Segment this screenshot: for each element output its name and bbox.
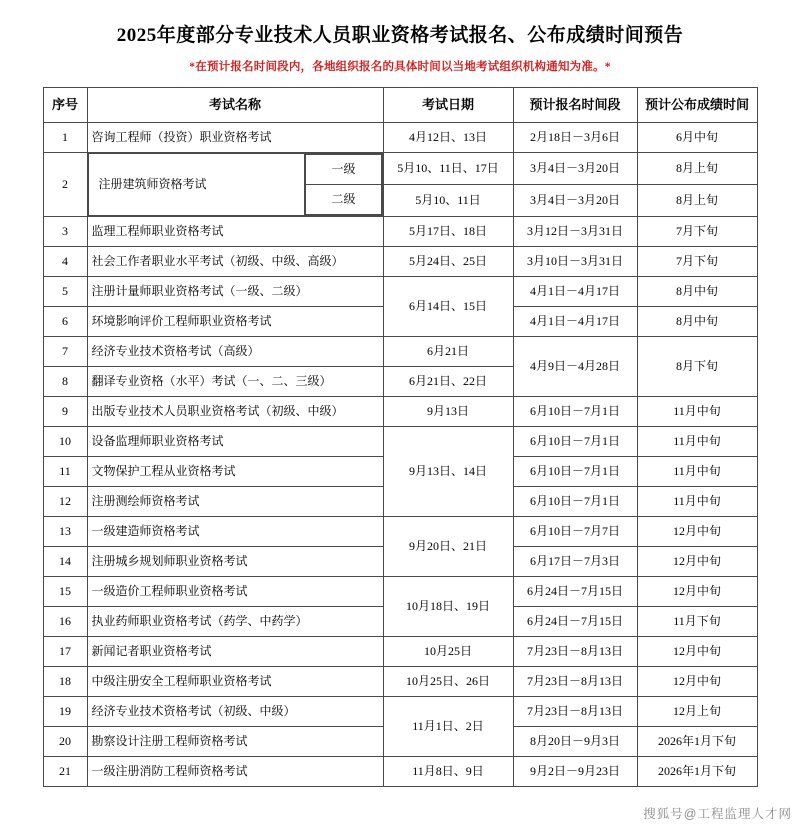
table-row — [43, 697, 757, 727]
cell-date: 10月18日、19日 — [383, 577, 513, 637]
cell-date: 4月12日、13日 — [383, 123, 513, 153]
cell-publish: 12月中旬 — [637, 667, 757, 697]
table-row — [43, 123, 757, 153]
cell-registration: 3月4日－3月20日 — [513, 185, 637, 217]
cell-seq: 17 — [43, 637, 87, 667]
cell-publish: 8月下旬 — [637, 337, 757, 397]
table-row — [43, 577, 757, 607]
cell-seq: 5 — [43, 277, 87, 307]
cell-publish: 11月中旬 — [637, 457, 757, 487]
cell-registration: 7月23日－8月13日 — [513, 637, 637, 667]
cell-seq: 8 — [43, 367, 87, 397]
cell-publish: 7月下旬 — [637, 217, 757, 247]
cell-registration: 4月1日－4月17日 — [513, 277, 637, 307]
cell-name: 注册建筑师资格考试 — [88, 154, 305, 216]
cell-sub-level: 一级 — [306, 155, 381, 185]
cell-subgroup — [305, 154, 382, 216]
cell-seq: 16 — [43, 607, 87, 637]
cell-seq: 10 — [43, 427, 87, 457]
cell-registration: 9月2日－9月23日 — [513, 757, 637, 787]
cell-date: 9月13日 — [383, 397, 513, 427]
cell-registration: 6月17日－7月3日 — [513, 547, 637, 577]
cell-registration: 2月18日－3月6日 — [513, 123, 637, 153]
cell-registration: 6月24日－7月15日 — [513, 607, 637, 637]
cell-registration: 7月23日－8月13日 — [513, 697, 637, 727]
cell-name: 一级造价工程师职业资格考试 — [87, 577, 383, 607]
cell-name: 经济专业技术资格考试（高级） — [87, 337, 383, 367]
cell-seq: 4 — [43, 247, 87, 277]
cell-registration: 3月4日－3月20日 — [513, 153, 637, 185]
cell-date: 10月25日 — [383, 637, 513, 667]
cell-seq: 15 — [43, 577, 87, 607]
cell-name: 注册计量师职业资格考试（一级、二级） — [87, 277, 383, 307]
header-name: 考试名称 — [87, 88, 383, 123]
cell-seq: 21 — [43, 757, 87, 787]
cell-publish: 2026年1月下旬 — [637, 727, 757, 757]
header-seq: 序号 — [43, 88, 87, 123]
cell-seq: 9 — [43, 397, 87, 427]
cell-publish: 12月上旬 — [637, 697, 757, 727]
table-row — [43, 517, 757, 547]
cell-publish: 8月上旬 — [637, 185, 757, 217]
page-note: *在预计报名时间段内，各地组织报名的具体时间以当地考试组织机构通知为准。* — [189, 61, 611, 73]
cell-registration: 6月10日－7月1日 — [513, 487, 637, 517]
cell-registration: 3月12日－3月31日 — [513, 217, 637, 247]
cell-registration: 4月9日－4月28日 — [513, 337, 637, 397]
header-registration: 预计报名时间段 — [513, 88, 637, 123]
cell-publish: 12月中旬 — [637, 547, 757, 577]
cell-registration: 8月20日－9月3日 — [513, 727, 637, 757]
cell-date: 5月17日、18日 — [383, 217, 513, 247]
cell-date: 10月25日、26日 — [383, 667, 513, 697]
cell-publish: 11月中旬 — [637, 427, 757, 457]
cell-name: 注册城乡规划师职业资格考试 — [87, 547, 383, 577]
table-row — [43, 637, 757, 667]
cell-registration: 6月10日－7月1日 — [513, 457, 637, 487]
cell-seq: 13 — [43, 517, 87, 547]
cell-registration: 6月10日－7月1日 — [513, 427, 637, 457]
cell-date: 9月13日、14日 — [383, 427, 513, 517]
table-row — [43, 397, 757, 427]
cell-publish: 8月上旬 — [637, 153, 757, 185]
cell-date: 9月20日、21日 — [383, 517, 513, 577]
table-row — [43, 757, 757, 787]
cell-name: 注册测绘师资格考试 — [87, 487, 383, 517]
cell-publish: 12月中旬 — [637, 517, 757, 547]
cell-publish: 8月中旬 — [637, 307, 757, 337]
cell-date: 11月8日、9日 — [383, 757, 513, 787]
cell-seq: 11 — [43, 457, 87, 487]
cell-registration: 6月10日－7月7日 — [513, 517, 637, 547]
cell-seq: 18 — [43, 667, 87, 697]
document-page — [0, 20, 800, 826]
cell-name-group — [87, 153, 383, 217]
cell-publish: 8月中旬 — [637, 277, 757, 307]
table-row — [43, 667, 757, 697]
cell-name: 勘察设计注册工程师资格考试 — [87, 727, 383, 757]
cell-seq: 14 — [43, 547, 87, 577]
cell-name: 环境影响评价工程师职业资格考试 — [87, 307, 383, 337]
header-date: 考试日期 — [383, 88, 513, 123]
cell-name: 中级注册安全工程师职业资格考试 — [87, 667, 383, 697]
cell-name: 出版专业技术人员职业资格考试（初级、中级） — [87, 397, 383, 427]
exam-schedule-table — [43, 87, 758, 787]
cell-publish: 2026年1月下旬 — [637, 757, 757, 787]
cell-sub-level: 二级 — [306, 185, 381, 215]
cell-registration: 6月10日－7月1日 — [513, 397, 637, 427]
page-title: 2025年度部分专业技术人员职业资格考试报名、公布成绩时间预告 — [116, 25, 684, 46]
cell-date: 6月21日 — [383, 337, 513, 367]
table-row — [43, 277, 757, 307]
cell-seq: 1 — [43, 123, 87, 153]
cell-publish: 11月中旬 — [637, 397, 757, 427]
cell-registration: 3月10日－3月31日 — [513, 247, 637, 277]
cell-registration: 7月23日－8月13日 — [513, 667, 637, 697]
cell-date: 11月1日、2日 — [383, 697, 513, 757]
cell-registration: 6月24日－7月15日 — [513, 577, 637, 607]
cell-publish: 11月中旬 — [637, 487, 757, 517]
cell-seq: 12 — [43, 487, 87, 517]
cell-name: 经济专业技术资格考试（初级、中级） — [87, 697, 383, 727]
watermark: 搜狐号@工程监理人才网 — [643, 807, 792, 821]
table-row — [43, 337, 757, 367]
cell-name: 文物保护工程从业资格考试 — [87, 457, 383, 487]
cell-date: 5月10、11日 — [383, 185, 513, 217]
cell-seq: 20 — [43, 727, 87, 757]
table-row — [43, 247, 757, 277]
cell-seq: 19 — [43, 697, 87, 727]
cell-publish: 6月中旬 — [637, 123, 757, 153]
cell-name: 一级注册消防工程师资格考试 — [87, 757, 383, 787]
cell-seq: 2 — [43, 153, 87, 217]
table-row — [43, 217, 757, 247]
cell-date: 6月21日、22日 — [383, 367, 513, 397]
cell-registration: 4月1日－4月17日 — [513, 307, 637, 337]
cell-seq: 6 — [43, 307, 87, 337]
cell-name: 一级建造师资格考试 — [87, 517, 383, 547]
table-header-row — [43, 88, 757, 123]
cell-name: 社会工作者职业水平考试（初级、中级、高级） — [87, 247, 383, 277]
cell-name: 设备监理师职业资格考试 — [87, 427, 383, 457]
cell-name: 监理工程师职业资格考试 — [87, 217, 383, 247]
cell-name: 新闻记者职业资格考试 — [87, 637, 383, 667]
cell-publish: 7月下旬 — [637, 247, 757, 277]
cell-name: 咨询工程师（投资）职业资格考试 — [87, 123, 383, 153]
table-row — [43, 153, 757, 185]
cell-name: 执业药师职业资格考试（药学、中药学） — [87, 607, 383, 637]
cell-date: 6月14日、15日 — [383, 277, 513, 337]
cell-seq: 7 — [43, 337, 87, 367]
cell-publish: 12月中旬 — [637, 577, 757, 607]
table-row — [43, 427, 757, 457]
cell-seq: 3 — [43, 217, 87, 247]
cell-publish: 12月中旬 — [637, 637, 757, 667]
cell-publish: 11月下旬 — [637, 607, 757, 637]
cell-date: 5月10、11日、17日 — [383, 153, 513, 185]
cell-date: 5月24日、25日 — [383, 247, 513, 277]
cell-name: 翻译专业资格（水平）考试（一、二、三级） — [87, 367, 383, 397]
header-publish: 预计公布成绩时间 — [637, 88, 757, 123]
